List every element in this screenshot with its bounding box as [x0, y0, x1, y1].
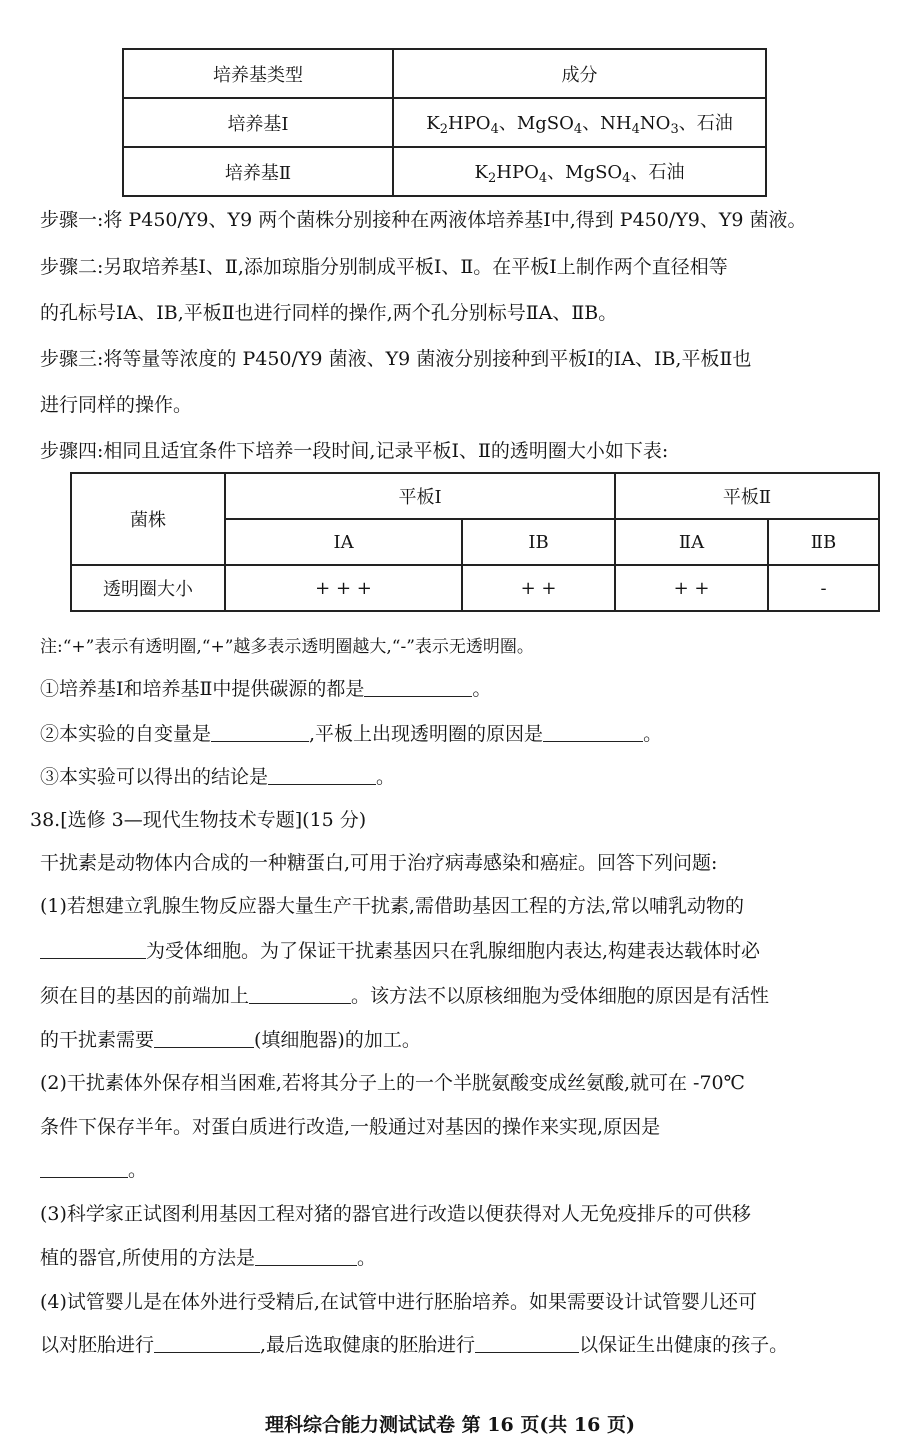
answer-blank[interactable]	[211, 723, 309, 742]
table-row	[123, 147, 766, 196]
step-1: 步骤一:将 P450/Y9、Y9 两个菌株分别接种在两液体培养基Ⅰ中,得到 P450/Y9、Y9 菌液。	[40, 209, 807, 231]
step-3-line-1: 步骤三:将等量等浓度的 P450/Y9 菌液、Y9 菌液分别接种到平板Ⅰ的ⅠA、ⅠB,平板Ⅱ也	[40, 348, 752, 370]
formula-part: 、MgSO	[547, 161, 623, 183]
question-38-1-line-1: (1)若想建立乳腺生物反应器大量生产干扰素,需借助基因工程的方法,常以哺乳动物的	[40, 895, 744, 917]
step-2-line-2: 的孔标号ⅠA、ⅠB,平板Ⅱ也进行同样的操作,两个孔分别标号ⅡA、ⅡB。	[40, 302, 618, 324]
table-cell: + +	[615, 565, 768, 611]
question-text: 的干扰素需要	[40, 1029, 155, 1051]
table-row	[123, 49, 766, 98]
answer-blank[interactable]	[40, 1159, 128, 1178]
table-cell: 培养基Ⅱ	[123, 147, 393, 196]
answer-blank[interactable]	[543, 723, 643, 742]
table-header-cell: ⅠB	[462, 519, 615, 565]
table-cell	[393, 98, 766, 147]
question-text: ,最后选取健康的胚胎进行	[260, 1334, 476, 1356]
answer-blank[interactable]	[154, 1029, 254, 1048]
answer-blank[interactable]	[475, 1334, 579, 1353]
question-38-4-line-1: (4)试管婴儿是在体外进行受精后,在试管中进行胚胎培养。如果需要设计试管婴儿还可	[40, 1291, 757, 1313]
question-text: ③本实验可以得出的结论是	[40, 766, 269, 788]
table-row	[71, 565, 879, 611]
formula-part: HPO	[448, 112, 491, 134]
formula-subscript: 4	[490, 121, 499, 137]
step-2-line-1: 步骤二:另取培养基Ⅰ、Ⅱ,添加琼脂分别制成平板Ⅰ、Ⅱ。在平板Ⅰ上制作两个直径相等	[40, 256, 728, 278]
answer-blank[interactable]	[249, 985, 351, 1004]
question-text: 植的器官,所使用的方法是	[40, 1247, 256, 1269]
question-text: 。该方法不以原核细胞为受体细胞的原因是有活性	[351, 985, 770, 1007]
question-text: (填细胞器)的加工。	[254, 1029, 421, 1051]
formula-subscript: 4	[573, 121, 583, 137]
formula-part: 、石油	[630, 161, 685, 183]
table-header-cell: ⅡB	[768, 519, 879, 565]
formula-subscript: 2	[439, 121, 448, 137]
question-38-2-line-2: 条件下保存半年。对蛋白质进行改造,一般通过对基因的操作来实现,原因是	[40, 1116, 661, 1138]
step-4: 步骤四:相同且适宜条件下培养一段时间,记录平板Ⅰ、Ⅱ的透明圈大小如下表:	[40, 440, 669, 462]
question-text: ,平板上出现透明圈的原因是	[309, 723, 544, 745]
answer-blank[interactable]	[154, 1334, 260, 1353]
question-text: 。	[357, 1247, 377, 1269]
table-header-cell: 培养基类型	[123, 49, 393, 98]
question-text: 。	[376, 766, 396, 788]
question-text: 。	[128, 1159, 148, 1181]
table-header-cell: 成分	[393, 49, 766, 98]
question-text: 以对胚胎进行	[40, 1334, 155, 1356]
table-row	[71, 473, 879, 519]
question-38-title: 38.[选修 3—现代生物技术专题](15 分)	[30, 809, 367, 831]
formula-subscript: 4	[538, 170, 548, 186]
question-text: 为受体细胞。为了保证干扰素基因只在乳腺细胞内表达,构建表达载体时必	[146, 940, 761, 962]
question-38-3-line-2	[40, 1243, 376, 1270]
question-37-1	[40, 674, 491, 701]
question-text: 须在目的基因的前端加上	[40, 985, 250, 1007]
formula-part: 、MgSO	[498, 112, 574, 134]
question-text: 。	[472, 678, 492, 700]
question-38-4-line-2	[40, 1330, 788, 1357]
question-38-1-line-2	[40, 936, 760, 963]
formula-part: K	[426, 112, 440, 134]
answer-blank[interactable]	[255, 1247, 357, 1266]
formula-part: 、NH	[582, 112, 632, 134]
question-38-2-line-3	[40, 1155, 147, 1182]
medium-table	[122, 48, 767, 197]
page-footer: 理科综合能力测试试卷 第 16 页(共 16 页)	[265, 1414, 635, 1436]
table-cell	[393, 147, 766, 196]
question-37-2	[40, 719, 662, 746]
table-header-cell: ⅠA	[225, 519, 462, 565]
question-38-intro: 干扰素是动物体内合成的一种糖蛋白,可用于治疗病毒感染和癌症。回答下列问题:	[40, 852, 718, 874]
table-cell: + +	[462, 565, 615, 611]
question-38-1-line-4	[40, 1025, 421, 1052]
formula-part: 、石油	[678, 112, 733, 134]
table-header-cell: 平板Ⅰ	[225, 473, 615, 519]
question-38-2-line-1: (2)干扰素体外保存相当困难,若将其分子上的一个半胱氨酸变成丝氨酸,就可在 -70℃	[40, 1072, 745, 1094]
answer-blank[interactable]	[268, 766, 376, 785]
table-header-cell: 平板Ⅱ	[615, 473, 879, 519]
formula-part: HPO	[496, 161, 539, 183]
formula-part: K	[474, 161, 488, 183]
answer-blank[interactable]	[40, 940, 146, 959]
formula-part: NO	[639, 112, 671, 134]
formula-subscript: 2	[487, 170, 497, 186]
question-37-3	[40, 762, 395, 789]
question-38-3-line-1: (3)科学家正试图利用基因工程对猪的器官进行改造以便获得对人无免疫排斥的可供移	[40, 1203, 751, 1225]
table-cell: 透明圈大小	[71, 565, 225, 611]
question-text: 以保证生出健康的孩子。	[579, 1334, 789, 1356]
table-cell: -	[768, 565, 879, 611]
result-table	[70, 472, 880, 612]
question-text: ②本实验的自变量是	[40, 723, 212, 745]
table-header-cell: ⅡA	[615, 519, 768, 565]
question-38-1-line-3	[40, 981, 769, 1008]
table-note: 注:“+”表示有透明圈,“+”越多表示透明圈越大,“-”表示无透明圈。	[40, 637, 534, 657]
step-3-line-2: 进行同样的操作。	[40, 394, 193, 416]
table-cell: 培养基Ⅰ	[123, 98, 393, 147]
table-header-cell: 菌株	[71, 473, 225, 565]
answer-blank[interactable]	[364, 678, 472, 697]
table-row	[123, 98, 766, 147]
table-cell: + + +	[225, 565, 462, 611]
formula-subscript: 3	[670, 121, 679, 137]
formula-subscript: 4	[622, 170, 631, 186]
question-text: ①培养基Ⅰ和培养基Ⅱ中提供碳源的都是	[40, 678, 365, 700]
question-text: 。	[643, 723, 663, 745]
formula-subscript: 4	[631, 121, 640, 137]
